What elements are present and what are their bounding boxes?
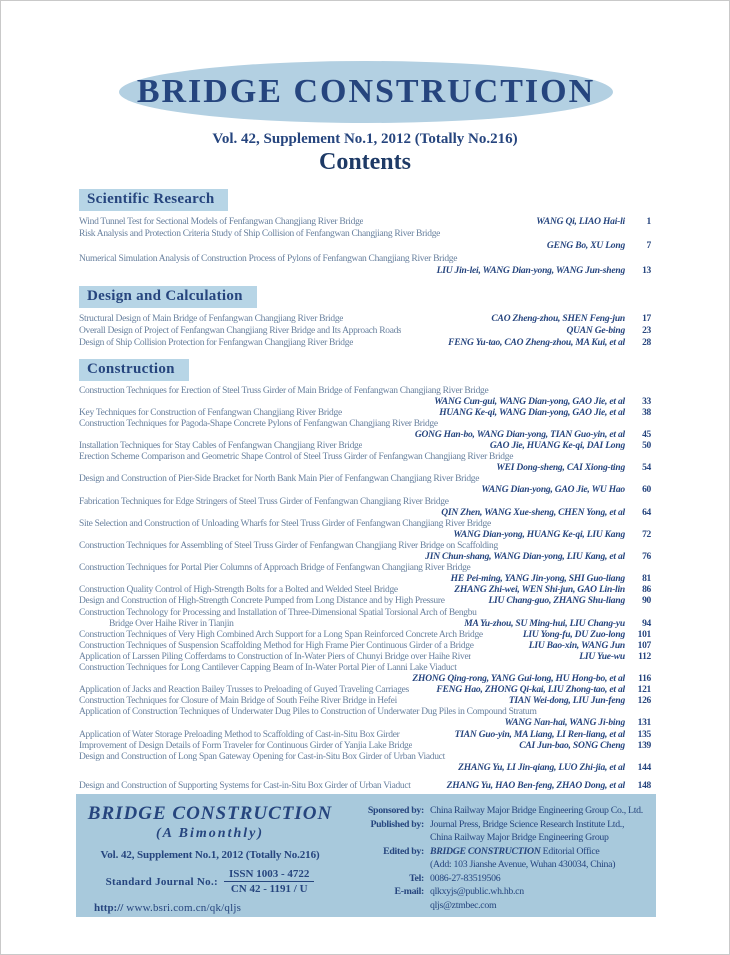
- entry-authors: TIAN Guo-yin, MA Liang, LI Ren-liang, et al: [454, 729, 625, 740]
- toc-row: [79, 430, 651, 441]
- imprint-left: [76, 794, 344, 917]
- entry-title: Erection Scheme Comparison and Geometric Shape Control of Steel Truss Girder of Fenfangwan Changjiang River Bridge: [79, 452, 514, 463]
- entry-authors: WEI Dong-sheng, CAI Xiong-ting: [496, 463, 625, 474]
- toc-entry: [79, 474, 651, 496]
- entry-title: Application of Water Storage Preloading Method to Scaffolding of Cast-in-Situ Box Girder: [79, 729, 400, 740]
- entry-page-number: 45: [642, 430, 651, 440]
- toc-row: [79, 419, 651, 430]
- imprint-box: [76, 794, 656, 917]
- imprint-row: [344, 818, 656, 832]
- entry-title: Numerical Simulation Analysis of Construction Process of Pylons of Fenfangwan Changjiang River Bridge: [79, 253, 458, 264]
- standard-journal-label: Standard Journal No.:: [105, 875, 218, 888]
- imprint-value: qljs@ztmbec.com: [430, 899, 497, 911]
- entry-page-number: 23: [642, 326, 651, 337]
- entry-page-number: 1: [646, 217, 651, 227]
- imprint-label: [344, 858, 424, 872]
- entry-title: Construction Techniques of Very High Combined Arch Support for a Long Span Reinforced Concrete Arch Bridge: [79, 629, 483, 640]
- toc-entry: [79, 497, 651, 519]
- imprint-value: (Add: 103 Jianshe Avenue, Wuhan 430034, China): [430, 859, 616, 870]
- entry-page-number: 148: [637, 780, 651, 791]
- entry-page-number: 28: [642, 338, 651, 349]
- entry-title: Design and Construction of Pier-Side Bracket for North Bank Main Pier of Fenfangwan Changjiang River Bridge: [79, 474, 480, 485]
- entry-authors: WANG Qi, LIAO Hai-li: [536, 217, 625, 227]
- entry-title: Design and Construction of High-Strength Concrete Pumped from Long Distance and by High Pressure: [79, 596, 445, 607]
- toc-row: [79, 397, 651, 408]
- entry-authors: FENG Yu-tao, CAO Zheng-zhou, MA Kui, et al: [448, 338, 625, 349]
- toc-row: [79, 497, 651, 508]
- section-design-and-calculation: [79, 286, 651, 350]
- toc-row: [79, 519, 651, 530]
- toc-entry: [79, 419, 651, 441]
- entry-page-number: 50: [642, 441, 651, 452]
- toc-entry: [79, 781, 651, 792]
- imprint-label: E-mail:: [394, 886, 424, 897]
- imprint-row: [344, 872, 656, 886]
- section-scientific-research: [79, 189, 651, 277]
- entry-authors: LIU Jin-lei, WANG Dian-yong, WANG Jun-sheng: [436, 265, 625, 276]
- entry-authors: ZHONG Qing-rong, YANG Gui-long, HU Hong-bo, et al: [412, 674, 625, 685]
- entry-title: Overall Design of Project of Fenfangwan Changjiang River Bridge and Its Approach Roads: [79, 326, 402, 337]
- toc-row: [79, 752, 651, 763]
- entry-page-number: 38: [642, 407, 651, 418]
- entry-page-number: 86: [642, 585, 651, 596]
- entry-page-number: 126: [637, 696, 651, 707]
- toc-row: [79, 386, 651, 397]
- toc-row: [79, 216, 651, 228]
- imprint-label: [344, 831, 424, 845]
- entry-authors: GAO Jie, HUANG Ke-qi, DAI Long: [489, 441, 625, 452]
- toc-entry: [79, 685, 651, 696]
- entry-title: Application of Construction Techniques of Underwater Dug Piles to Construction of Underwater Dug Piles in Compound Stratum: [79, 707, 537, 718]
- entry-page-number: 139: [637, 740, 651, 751]
- toc-entry: [79, 337, 651, 349]
- toc-row: [79, 730, 651, 741]
- toc-entry: [79, 563, 651, 585]
- toc-row: [79, 508, 651, 519]
- entry-authors: ZHANG Zhi-wei, WEN Shi-jun, GAO Lin-lin: [454, 585, 625, 596]
- toc-entry: [79, 596, 651, 607]
- entry-title: Structural Design of Main Bridge of Fenfangwan Changjiang River Bridge: [79, 314, 344, 325]
- toc-row: [79, 253, 651, 265]
- journal-masthead: [119, 61, 613, 123]
- toc-row: [79, 652, 651, 663]
- entry-title: Design and Construction of Long Span Gateway Opening for Cast-in-Situ Box Girder of Urban Viaduct: [79, 751, 445, 762]
- toc-entry: [79, 216, 651, 228]
- entry-authors: HE Pei-ming, YANG Jin-yong, SHI Guo-liang: [450, 574, 625, 585]
- standard-journal-number: [76, 868, 344, 895]
- imprint-label: Tel:: [409, 872, 424, 884]
- entry-title: Design of Ship Collision Protection for Fenfangwan Changjiang River Bridge: [79, 338, 354, 349]
- imprint-row: [344, 885, 656, 899]
- toc-row: [79, 574, 651, 585]
- entry-title: Risk Analysis and Protection Criteria Study of Ship Collision of Fenfangwan Changjiang River Bridge: [79, 229, 441, 240]
- entry-authors: GONG Han-bo, WANG Dian-yong, TIAN Guo-yin, et al: [414, 430, 625, 440]
- issn-cn-fraction: [224, 868, 314, 895]
- entry-page-number: 13: [642, 265, 651, 276]
- toc-entry: [79, 730, 651, 741]
- toc-row: [79, 707, 651, 718]
- cn-number: CN 42 - 1191 / U: [230, 883, 308, 895]
- toc-entry: [79, 386, 651, 408]
- page-title: Contents: [318, 149, 411, 175]
- imprint-journal-name: BRIDGE CONSTRUCTION: [430, 845, 541, 857]
- entry-title: Construction Quality Control of High-Strength Bolts for a Bolted and Welded Steel Bridge: [79, 585, 398, 596]
- entry-title: Wind Tunnel Test for Sectional Models of Fenfangwan Changjiang River Bridge: [79, 217, 364, 227]
- entry-title-continued: Bridge Over Haihe River in Tianjin: [109, 618, 234, 629]
- entry-authors: HUANG Ke-qi, WANG Dian-yong, GAO Jie, et al: [439, 407, 625, 418]
- entry-authors: ZHANG Yu, LI Jin-qiang, LUO Zhi-jia, et al: [458, 762, 625, 773]
- entry-page-number: 7: [646, 241, 651, 252]
- toc-entry: [79, 441, 651, 452]
- imprint-label: Sponsored by:: [367, 805, 424, 816]
- entry-title: Installation Techniques for Stay Cables of Fenfangwan Changjiang River Bridge: [79, 441, 363, 452]
- entry-title: Construction Techniques for Long Cantilever Capping Beam of In-Water Portal Pier of Lanni Lake Viaduct: [79, 662, 457, 673]
- toc-row: [79, 685, 651, 696]
- toc-row: [79, 585, 651, 596]
- issue-info: Vol. 42, Supplement No.1, 2012 (Totally No.216): [212, 131, 518, 147]
- toc-row: [79, 485, 651, 496]
- entry-page-number: 94: [642, 618, 651, 629]
- imprint-value: [424, 845, 599, 859]
- imprint-label: [344, 899, 424, 913]
- toc-entry: [79, 313, 651, 325]
- toc-entry: [79, 663, 651, 685]
- toc-entry: [79, 253, 651, 277]
- toc-entry: [79, 585, 651, 596]
- toc-entry: [79, 228, 651, 252]
- section-entries: [79, 386, 651, 792]
- entry-page-number: 33: [642, 396, 651, 407]
- imprint-label: Published by:: [370, 818, 424, 830]
- toc-entry: [79, 696, 651, 707]
- entry-title: Construction Techniques for Pagoda-Shape Concrete Pylons of Fenfangwan Changjiang River Bridge: [79, 418, 438, 429]
- toc-row: [79, 337, 651, 349]
- toc-row: [79, 408, 651, 419]
- imprint-row: [344, 804, 656, 818]
- section-entries: [79, 216, 651, 277]
- journal-url: [76, 902, 344, 914]
- toc-row: [79, 763, 651, 774]
- entry-page-number: 90: [642, 596, 651, 607]
- entry-authors: CAO Zheng-zhou, SHEN Feng-jun: [491, 314, 625, 325]
- entry-authors: QIN Zhen, WANG Xue-sheng, CHEN Yong, et al: [441, 507, 625, 518]
- toc-row: [79, 474, 651, 485]
- entry-authors: TIAN Wei-dong, LIU Jun-feng: [508, 696, 625, 707]
- toc-entry: [79, 608, 651, 630]
- imprint-row: [344, 899, 656, 913]
- toc-entry: [79, 452, 651, 474]
- toc-row: [79, 463, 651, 474]
- toc-row: [79, 452, 651, 463]
- entry-authors: FENG Hao, ZHONG Qi-kai, LIU Zhong-tao, et al: [436, 685, 625, 696]
- toc-row: [79, 596, 651, 607]
- toc-entry: [79, 641, 651, 652]
- toc-row: [79, 265, 651, 277]
- entry-authors: WANG Cun-gui, WANG Dian-yong, GAO Jie, et al: [434, 396, 625, 407]
- section-construction: [79, 359, 651, 792]
- toc-row: [79, 663, 651, 674]
- section-header: Construction: [79, 359, 189, 381]
- url-scheme: http://: [94, 902, 124, 914]
- imprint-row: [344, 845, 656, 859]
- entry-page-number: 81: [642, 574, 651, 585]
- imprint-value: 0086-27-83519506: [430, 872, 501, 884]
- footer-journal-title: BRIDGE CONSTRUCTION: [87, 803, 333, 824]
- toc-row: [79, 781, 651, 792]
- entry-page-number: 64: [642, 507, 651, 518]
- entry-title: Construction Techniques for Erection of Steel Truss Girder of Main Bridge of Fenfangwan Changjiang River Bridge: [79, 385, 489, 396]
- entry-page-number: 60: [642, 485, 651, 496]
- toc-entry: [79, 325, 651, 337]
- entry-authors: ZHANG Yu, HAO Ben-feng, ZHAO Dong, et al: [446, 780, 625, 791]
- toc-row: [79, 240, 651, 252]
- entry-title: Construction Technology for Processing and Installation of Three-Dimensional Spatial Torsional Arch of Bengbu: [79, 607, 477, 618]
- entry-page-number: 101: [637, 629, 651, 640]
- footer-subtitle: (A Bimonthly): [155, 826, 265, 841]
- entry-title: Design and Construction of Supporting Systems for Cast-in-Situ Box Girder of Urban Viaduct: [79, 780, 411, 791]
- toc-entry: [79, 652, 651, 663]
- entry-page-number: 17: [642, 314, 651, 325]
- toc-entry: [79, 519, 651, 541]
- entry-authors: LIU Yong-fu, DU Zuo-long: [522, 629, 625, 640]
- entry-authors: LIU Chang-guo, ZHANG Shu-liang: [488, 596, 625, 607]
- entry-authors: CAI Jun-bao, SONG Cheng: [519, 740, 625, 751]
- entry-page-number: 135: [637, 729, 651, 740]
- entry-page-number: 144: [637, 762, 651, 773]
- entry-authors: WANG Nan-hai, WANG Ji-bing: [504, 718, 625, 729]
- entry-title: Application of Larssen Piling Cofferdams to Construction of In-Water Piers of Chunyi Bridge over Haihe River: [79, 651, 472, 662]
- entry-title: Construction Techniques for Portal Pier Columns of Approach Bridge of Fenfangwan Changjiang River Bridge: [79, 563, 471, 574]
- toc-row: [79, 641, 651, 652]
- toc-row: [79, 541, 651, 552]
- entry-title: Construction Techniques of Suspension Scaffolding Method for High Frame Pier Continuous Girder of a Bridge: [79, 640, 474, 651]
- imprint-row: [344, 858, 656, 872]
- toc-entry: [79, 408, 651, 419]
- entry-page-number: 121: [637, 685, 651, 696]
- imprint-value: Journal Press, Bridge Science Research Institute Ltd.,: [430, 818, 625, 830]
- imprint-label: Edited by:: [383, 845, 424, 857]
- toc-row: [79, 313, 651, 325]
- footer-issue-info: Vol. 42, Supplement No.1, 2012 (Totally No.216): [100, 849, 320, 861]
- entry-page-number: 54: [642, 463, 651, 474]
- toc-row: [79, 630, 651, 641]
- entry-page-number: 72: [642, 529, 651, 540]
- entry-authors: GENG Bo, XU Long: [546, 241, 625, 252]
- entry-title: Key Techniques for Construction of Fenfangwan Changjiang River Bridge: [79, 407, 342, 418]
- imprint-row: [344, 831, 656, 845]
- toc-row: [79, 441, 651, 452]
- imprint-value-tail: Editorial Office: [540, 845, 600, 857]
- imprint-value: qlkxyjs@public.wh.hb.cn: [430, 886, 524, 897]
- table-of-contents: [79, 189, 651, 801]
- entry-authors: LIU Yue-wu: [579, 651, 625, 662]
- entry-title: Application of Jacks and Reaction Bailey Trusses to Preloading of Guyed Traveling Carriages: [79, 685, 409, 696]
- entry-page-number: 112: [638, 651, 651, 662]
- toc-row: [79, 718, 651, 729]
- entry-title: Site Selection and Construction of Unloading Wharfs for Steel Truss Girder of Fenfangwan Changjiang River Bridge: [79, 518, 491, 529]
- entry-authors: MA Yu-zhou, SU Ming-hui, LIU Chang-yu: [464, 618, 625, 629]
- entry-authors: LIU Bao-xin, WANG Jun: [528, 640, 625, 651]
- entry-page-number: 116: [638, 674, 651, 685]
- issn-number: ISSN 1003 - 4722: [224, 868, 314, 882]
- toc-row: [79, 619, 651, 630]
- toc-entry: [79, 707, 651, 729]
- toc-row: [79, 696, 651, 707]
- imprint-value: China Railway Major Bridge Engineering Group: [430, 832, 609, 843]
- toc-row: [79, 608, 651, 619]
- url-address: www.bsri.com.cn/qk/qljs: [123, 902, 242, 914]
- entry-authors: WANG Dian-yong, GAO Jie, WU Hao: [481, 485, 625, 496]
- imprint-value: China Railway Major Bridge Engineering Group Co., Ltd.: [430, 805, 643, 816]
- imprint-right: [344, 794, 656, 917]
- toc-row: [79, 563, 651, 574]
- entry-authors: QUAN Ge-bing: [566, 326, 625, 337]
- toc-entry: [79, 752, 651, 774]
- entry-authors: WANG Dian-yong, HUANG Ke-qi, LIU Kang: [453, 529, 625, 540]
- journal-title: BRIDGE CONSTRUCTION: [136, 73, 596, 110]
- toc-row: [79, 530, 651, 541]
- toc-row: [79, 552, 651, 563]
- entry-title: Fabrication Techniques for Edge Stringers of Steel Truss Girder of Fenfangwan Changjiang River Bridge: [79, 496, 449, 507]
- entry-page-number: 131: [637, 718, 651, 729]
- section-entries: [79, 313, 651, 350]
- entry-authors: JIN Chun-shang, WANG Dian-yong, LIU Kang, et al: [425, 552, 625, 563]
- toc-row: [79, 741, 651, 752]
- toc-entry: [79, 741, 651, 752]
- entry-page-number: 107: [637, 640, 651, 651]
- toc-entry: [79, 630, 651, 641]
- toc-entry: [79, 541, 651, 563]
- section-header: Design and Calculation: [79, 286, 257, 308]
- toc-row: [79, 228, 651, 240]
- entry-title: Construction Techniques for Assembling of Steel Truss Girder of Fenfangwan Changjiang River Bridge on Scaffolding: [79, 540, 498, 551]
- section-header: Scientific Research: [79, 189, 228, 211]
- entry-page-number: 76: [642, 552, 651, 563]
- toc-row: [79, 325, 651, 337]
- entry-title: Improvement of Design Details of Form Traveler for Continuous Girder of Yanjia Lake Bridge: [79, 740, 413, 751]
- toc-row: [79, 674, 651, 685]
- entry-title: Construction Techniques for Closure of Main Bridge of South Feihe River Bridge in Hefei: [79, 696, 397, 707]
